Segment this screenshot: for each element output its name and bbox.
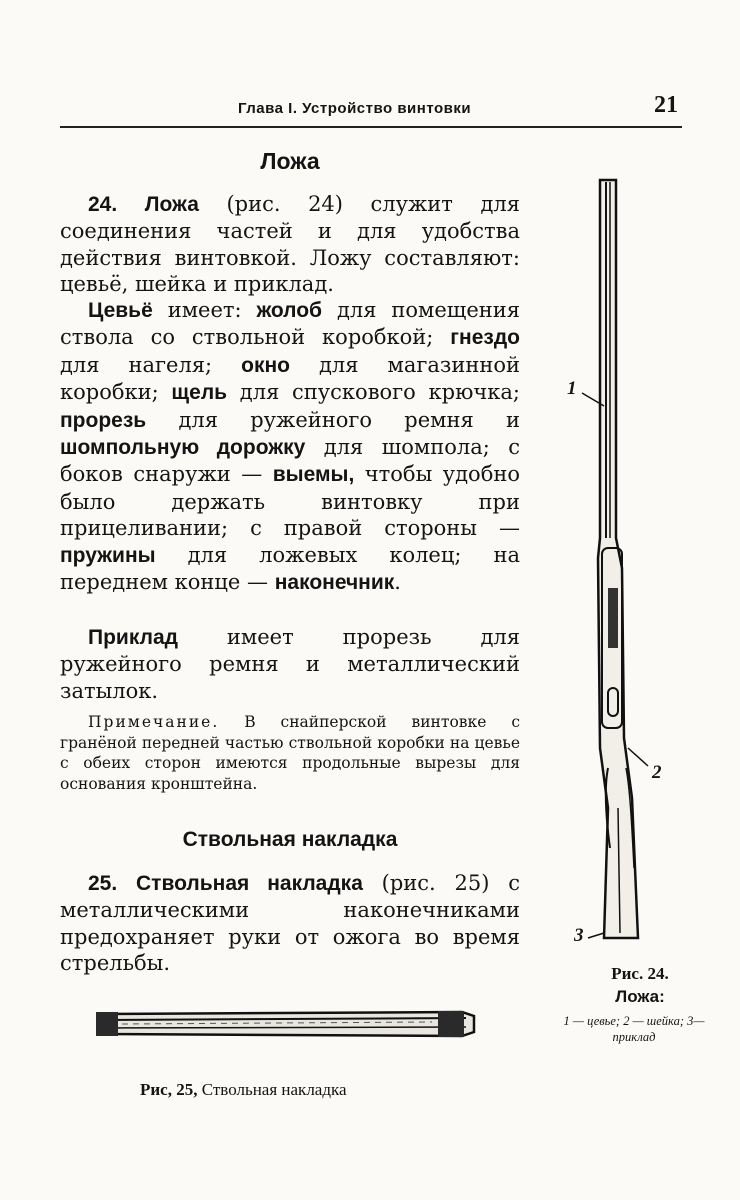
fig25-caption (140, 1080, 347, 1100)
paragraph-24: 24. Ложа (рис. 24) служит для соединения частей и для удобства действия винтовкой. Ложу составляют: цевьё, шейка и приклад. (60, 192, 520, 297)
note-label: Примечание. (88, 713, 220, 731)
note-paragraph: Примечание. В снайперской винтовке с гранёной передней частью ствольной коробки на цевье с обеих сторон имеются продольные вырезы для основания кронштейна. (60, 713, 520, 793)
section-title-nakladka: Ствольная накладка (182, 828, 398, 851)
paragraph-25: 25. Ствольная накладка (рис. 25) с металлическими наконечниками предохраняет руки от ожога во время стрельбы. (60, 871, 520, 976)
term: Ложа (144, 193, 199, 216)
term: жолоб (256, 299, 323, 322)
chapter-title: Глава I. Устройство винтовки (238, 100, 472, 117)
term: прорезь (60, 408, 147, 432)
term: пружины (60, 543, 156, 567)
paragraph-number: 25. (88, 872, 118, 895)
callout-2: 2 (652, 762, 662, 783)
fig24-number: Рис. 24. (611, 964, 669, 983)
term: окно (241, 353, 290, 377)
callout-1: 1 (567, 378, 577, 399)
term: щель (171, 381, 228, 405)
term: шомпольную дорожку (60, 436, 306, 460)
leader-line-3 (588, 933, 604, 938)
fig25-number: Рис, 25, (140, 1080, 198, 1099)
term: наконечник (274, 571, 395, 595)
term: гнездо (450, 326, 520, 350)
term: Приклад (88, 626, 178, 649)
fig24-legend: 1 — цевье; 2 — шейка; 3—приклад (563, 1014, 705, 1044)
paragraph-number: 24. (88, 193, 118, 216)
page-number: 21 (654, 92, 678, 118)
callout-3: 3 (574, 925, 584, 946)
fig25-title: Ствольная накладка (201, 1080, 347, 1099)
section-title-lozha: Ложа (260, 148, 320, 174)
paragraph-tsevye: Цевьё имеет: жолоб для помещения ствола со ствольной коробкой; гнездо для нагеля; окно для магазинной коробки; щель для спускового крючка; прорезь для ружейного ремня и шомпольную дорожку для шомпола; с боков снаружи — выемы, чтобы удобно было держать винтовку при прицеливании; с правой стороны — пружины для ложевых колец; на переднем конце — наконечник. (60, 298, 520, 595)
term: выемы, (272, 463, 355, 487)
running-header (60, 92, 682, 128)
fig24-title: Ложа: (615, 987, 665, 1006)
leader-line-2 (628, 748, 648, 766)
rifle-stock-illustration (560, 168, 710, 958)
term: Ствольная накладка (136, 872, 363, 895)
term: Цевьё (88, 299, 153, 322)
barrel-guard-illustration (82, 1000, 482, 1050)
paragraph-priklad: Приклад имеет прорезь для ружейного ремня и металлический затылок. (60, 625, 520, 703)
